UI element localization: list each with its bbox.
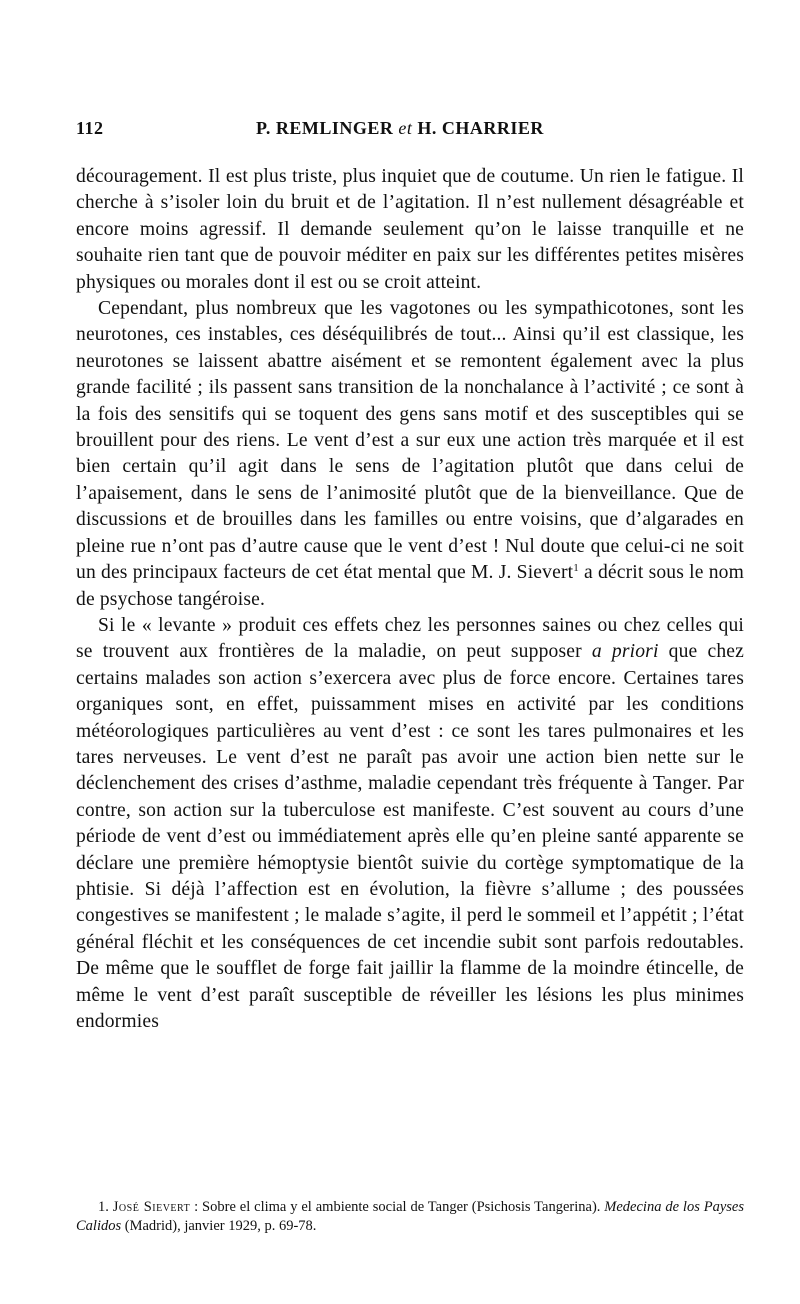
page-number: 112 xyxy=(76,118,104,138)
running-head xyxy=(76,118,744,148)
paragraph-1: découragement. Il est plus triste, plus inquiet que de coutume. Un rien le fatigue. Il cherche à s’isoler loin du bruit et de l’agitation. Il n’est nullement désagréable et encore moins agressif. Il demande seulement qu’on le laisse tranquille et ne souhaite rien tant que de pouvoir méditer en paix sur les différentes petites misères physiques ou morales dont il est ou se croit atteint. xyxy=(76,166,744,293)
footnote-1 xyxy=(76,1198,744,1236)
paragraph-2 xyxy=(76,296,744,613)
paragraph-3-text: Si le « levante » produit ces effets chez les personnes saines ou chez celles qui se trouvent aux frontières de la maladie, on peut supposer xyxy=(76,614,744,663)
paragraph-3-text-end: que chez certains malades son action s’exercera avec plus de force encore. Certaines tares organiques sont, en effet, puissamment mises en activité par les conditions météorologiques particulières au vent d’est : ce sont les tares pulmonaires et les tares nerveuses. Le vent d’est ne paraît pas avoir une action bien nette sur le déclenchement des crises d’asthme, maladie cependant très fréquente à Tanger. Par contre, son action sur la tuberculose est manifeste. C’est souvent au cours d’une période de vent d’est ou immédiatement après elle qu’en pleine santé apparente se déclare une première hémoptysie bientôt suivie du cortège symptomatique de la phtisie. Si déjà l’affection est en évolution, la fièvre s’allume ; des poussées congestives se manifestent ; le malade s’agite, il perd le sommeil et l’appétit ; l’état général fléchit et les conséquences de cet incendie subit sont parfois redoutables. De même que le soufflet de forge fait jaillir la flamme de la moindre étincelle, de même le vent d’est paraît susceptible de réveiller les lésions les plus minimes endormies xyxy=(76,641,744,1032)
author-name-1: P. REMLINGER xyxy=(256,118,394,138)
running-title xyxy=(256,118,544,139)
page-body xyxy=(76,118,744,1035)
footnote-number: 1. xyxy=(98,1199,109,1215)
footnote-journal: Medecina de los Payses Calidos xyxy=(76,1199,745,1234)
footnote-text-end: (Madrid), janvier 1929, p. 69-78. xyxy=(121,1218,317,1234)
main-text xyxy=(76,164,744,1035)
paragraph-2-text: Cependant, plus nombreux que les vagotones ou les sympathicotones, sont les neurotones, ces instables, ces déséquilibrés de tout... Ainsi qu’il est classique, les neurotones se laissent abattre aisément et se remontent également avec la plus grande facilité ; ils passent sans transition de la nonchalance à l’activité ; ce sont à la fois des sensitifs qui se toquent des gens sans motif et des susceptibles qui se brouillent pour des riens. Le vent d’est a sur eux une action très marquée et il est bien certain qu’il agit dans le sens de l’agitation plutôt que dans celui de l’apaisement, dans le sens de l’animosité plutôt que de la bienveillance. Que de discussions et de brouilles dans les familles ou entre voisins, que d’algarades en pleine rue n’ont pas d’autre cause que le vent d’est ! Nul doute que celui-ci ne soit un des principaux facteurs de cet état mental que M. J. Sievert xyxy=(76,298,744,584)
author-name-2: H. CHARRIER xyxy=(417,118,544,138)
paragraph-3 xyxy=(76,613,744,1036)
italic-phrase: a priori xyxy=(591,641,659,663)
author-conjunction: et xyxy=(398,118,413,138)
footnote-reference: 1 xyxy=(573,562,579,575)
footnote-author: José Sievert xyxy=(112,1199,191,1215)
footnotes xyxy=(76,1198,744,1236)
paragraph-2-text-end: a décrit sous le nom de psychose tangéroise. xyxy=(76,562,745,610)
footnote-text: : Sobre el clima y el ambiente social de Tanger (Psichosis Tangerina). xyxy=(190,1199,605,1215)
